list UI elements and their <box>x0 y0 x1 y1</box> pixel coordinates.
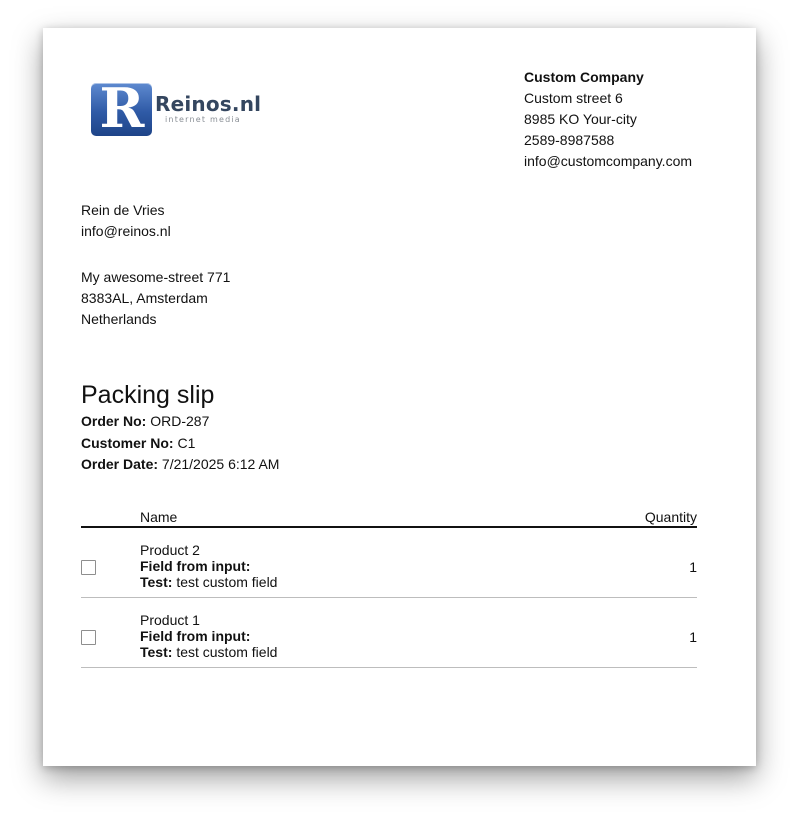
custom-field-label: Field from input: <box>140 558 251 574</box>
column-header-quantity: Quantity <box>644 509 697 525</box>
order-number-line <box>81 411 279 433</box>
order-meta <box>81 411 279 476</box>
column-header-name: Name <box>140 509 178 525</box>
custom-field-line <box>140 628 277 644</box>
product-name: Product 1 <box>140 612 200 628</box>
company-address-block <box>524 67 692 172</box>
item-checkbox[interactable] <box>81 560 96 575</box>
customer-number-line <box>81 433 279 455</box>
logo-name: Reinos.nl <box>155 92 262 116</box>
customer-address-block <box>81 267 230 330</box>
company-name: Custom Company <box>524 69 644 85</box>
test-field-value: test custom field <box>176 644 278 660</box>
customer-number-value: C1 <box>177 434 196 451</box>
custom-field-line <box>140 558 277 574</box>
item-details <box>140 612 277 660</box>
customer-street: My awesome-street 771 <box>81 269 231 285</box>
company-phone: 2589-8987588 <box>524 132 615 148</box>
logo-letter: R <box>99 76 145 140</box>
company-city: 8985 KO Your-city <box>524 111 637 127</box>
product-name: Product 2 <box>140 542 200 558</box>
company-email: info@customcompany.com <box>524 153 693 169</box>
item-details <box>140 542 277 590</box>
company-street: Custom street 6 <box>524 90 623 106</box>
customer-city: 8383AL, Amsterdam <box>81 290 208 306</box>
logo-mark <box>91 76 152 140</box>
order-date-label: Order Date: <box>81 456 159 472</box>
table-row <box>81 528 697 598</box>
table-row <box>81 598 697 668</box>
items-table <box>81 508 697 668</box>
test-field-line <box>140 574 277 590</box>
customer-name: Rein de Vries <box>81 202 165 218</box>
customer-email: info@reinos.nl <box>81 223 171 239</box>
packing-slip-page <box>43 28 756 766</box>
order-number-value: ORD-287 <box>150 413 210 429</box>
test-field-line <box>140 644 277 660</box>
company-logo <box>91 76 262 140</box>
document-title: Packing slip <box>81 381 215 409</box>
logo-tagline: internet media <box>165 115 241 124</box>
order-date-line <box>81 454 279 476</box>
order-date-value: 7/21/2025 6:12 AM <box>161 456 280 472</box>
test-field-label: Test: <box>140 644 173 660</box>
customer-number-label: Customer No: <box>81 434 174 451</box>
item-checkbox[interactable] <box>81 630 96 645</box>
order-number-label: Order No: <box>81 413 147 429</box>
item-quantity: 1 <box>689 629 697 645</box>
custom-field-label: Field from input: <box>140 628 251 644</box>
item-quantity: 1 <box>689 559 697 575</box>
customer-country: Netherlands <box>81 311 157 327</box>
customer-contact-block <box>81 200 171 242</box>
test-field-value: test custom field <box>176 574 278 590</box>
table-header <box>81 508 697 528</box>
test-field-label: Test: <box>140 574 173 590</box>
